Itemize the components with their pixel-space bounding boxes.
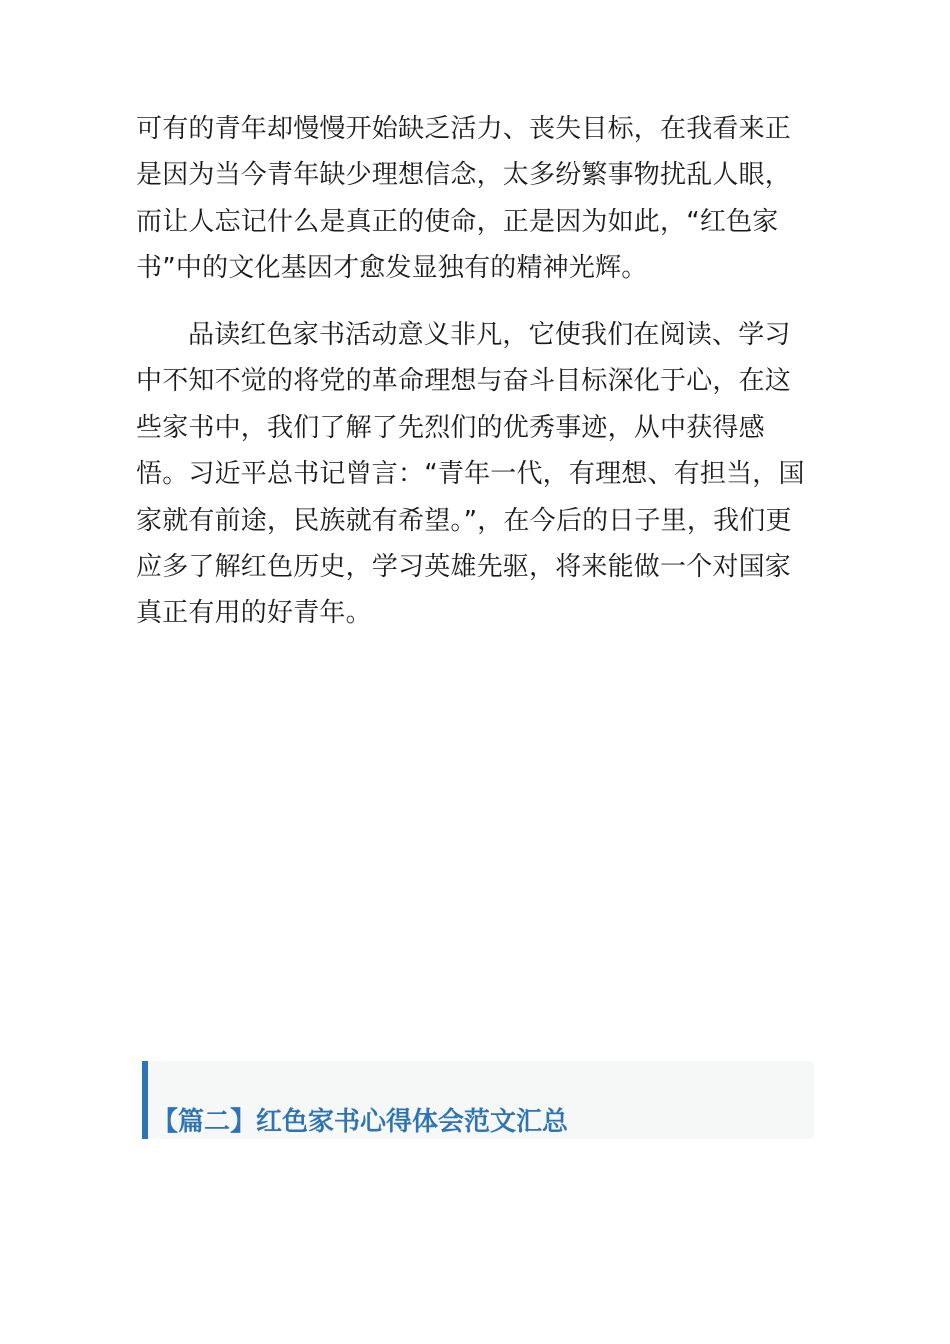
body-paragraph-2: 品读红色家书活动意义非凡，它使我们在阅读、学习中不知不觉的将党的革命理想与奋斗目标深化于心，在这些家书中，我们了解了先烈们的优秀事迹，从中获得感悟。习近平总书记曾言：“青年一代，有理想、有担当，国家就有前途，民族就有希望。”，在今后的日子里，我们更应多了解红色历史，学习英雄先驱，将来能做一个对国家真正有用的好青年。 — [136, 320, 805, 629]
section-heading: 【篇二】红色家书心得体会范文汇总 — [152, 1107, 569, 1137]
section-heading-accent-bar — [142, 1061, 148, 1139]
body-paragraph-1: 可有的青年却慢慢开始缺乏活力、丧失目标，在我看来正是因为当今青年缺少理想信念，太多纷繁事物扰乱人眼，而让人忘记什么是真正的使命，正是因为如此，“红色家书”中的文化基因才愈发显独有的精神光辉。 — [136, 114, 792, 284]
